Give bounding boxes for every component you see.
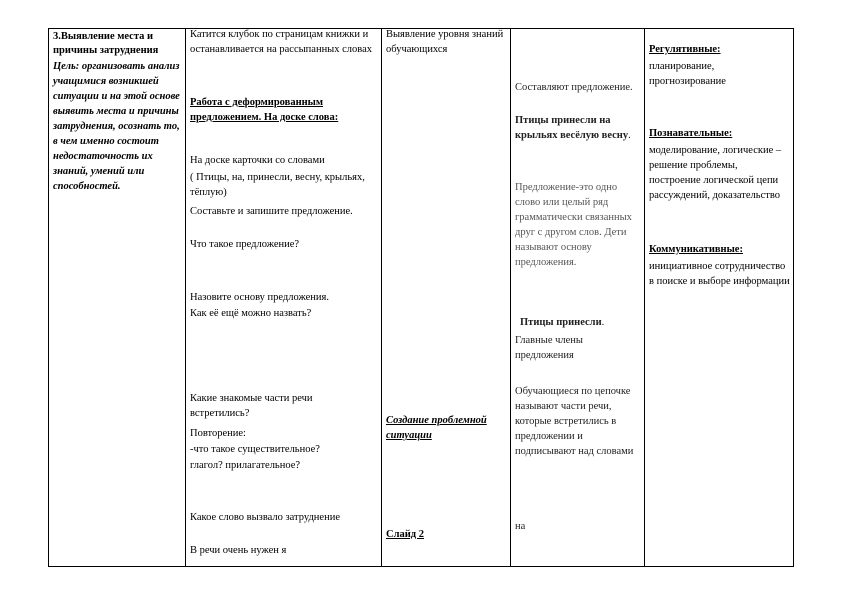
- basis-answer-dot: .: [601, 317, 605, 328]
- sentence-answer: [515, 113, 641, 143]
- teacher-activity-cell: [186, 29, 382, 567]
- review-label: Повторение:: [190, 428, 246, 439]
- question-basis-name: Как её ещё можно назвать?: [190, 308, 312, 319]
- sentence-answer-dot: .: [628, 130, 631, 141]
- intro-text: Катится клубок по страницам книжки и останавливается на рассыпанных словах: [190, 29, 372, 55]
- question-basis: Назовите основу предложения.: [190, 292, 329, 303]
- riddle-line: В речи очень нужен я: [190, 545, 287, 556]
- cognitive-title: Познавательные:: [649, 128, 733, 139]
- communicative-text: инициативное сотрудничество в поиске и выборе информации: [649, 261, 790, 287]
- basis-answer-bold: Птицы принесли: [520, 317, 602, 328]
- sentence-definition: Предложение-это одно слово или целый ряд грамматически связанных друг с другом слов. Дети называют основу предложения.: [515, 182, 632, 268]
- question-sentence: Что такое предложение?: [190, 239, 300, 250]
- stage-goal: Цель: организовать анализ учащимися возникшей ситуации и на этой основе выявить места и причины затруднения, осознать то, в чем именно состоит недостаточность их знаний, умений или способностей.: [53, 61, 180, 192]
- stage-cell: [49, 29, 186, 567]
- cognitive-text: моделирование, логические – решение проблемы, построение логической цепи рассуждений, доказательство: [649, 145, 782, 201]
- board-cards-text: На доске карточки со словами: [190, 155, 325, 166]
- main-members-text: Главные члены предложения: [515, 335, 583, 361]
- sentence-answer-bold: Птицы принесли на крыльях весёлую весну: [515, 115, 629, 141]
- question-parts-of-speech: Какие знакомые части речи встретились?: [190, 393, 313, 419]
- problem-situation-text: Создание проблемной ситуации: [386, 415, 487, 441]
- task-title: Работа с деформированным предложением. На доске слова:: [190, 97, 339, 123]
- words-list: ( Птицы, на, принесли, весну, крыльях, тёплую): [190, 172, 365, 198]
- student-activity-cell: [511, 29, 645, 567]
- purpose-cell: [382, 29, 511, 567]
- communicative-title: Коммуникативные:: [649, 244, 743, 255]
- basis-answer: [520, 315, 641, 330]
- table-row: [49, 29, 794, 567]
- word-na: на: [515, 521, 526, 532]
- question-noun: -что такое существительное?: [190, 444, 320, 455]
- stage-heading: 3.Выявление места и причины затруднения: [53, 31, 159, 56]
- regulatory-title: Регулятивные:: [649, 44, 721, 55]
- lesson-plan-table: [48, 28, 794, 567]
- students-compose: Составляют предложение.: [515, 82, 633, 93]
- question-verb-adjective: глагол? прилагательное?: [190, 460, 301, 471]
- slide-label: Слайд 2: [386, 529, 424, 540]
- knowledge-check-text: Выявление уровня знаний обучающихся: [386, 29, 504, 55]
- question-difficulty: Какое слово вызвало затруднение: [190, 512, 340, 523]
- regulatory-text: планирование, прогнозирование: [649, 61, 726, 87]
- compose-instruction: Составьте и запишите предложение.: [190, 206, 353, 217]
- chain-activity-text: Обучающиеся по цепочке называют части речи, которые встретились в предложении и подписывают над словами: [515, 386, 634, 457]
- skills-cell: [645, 29, 794, 567]
